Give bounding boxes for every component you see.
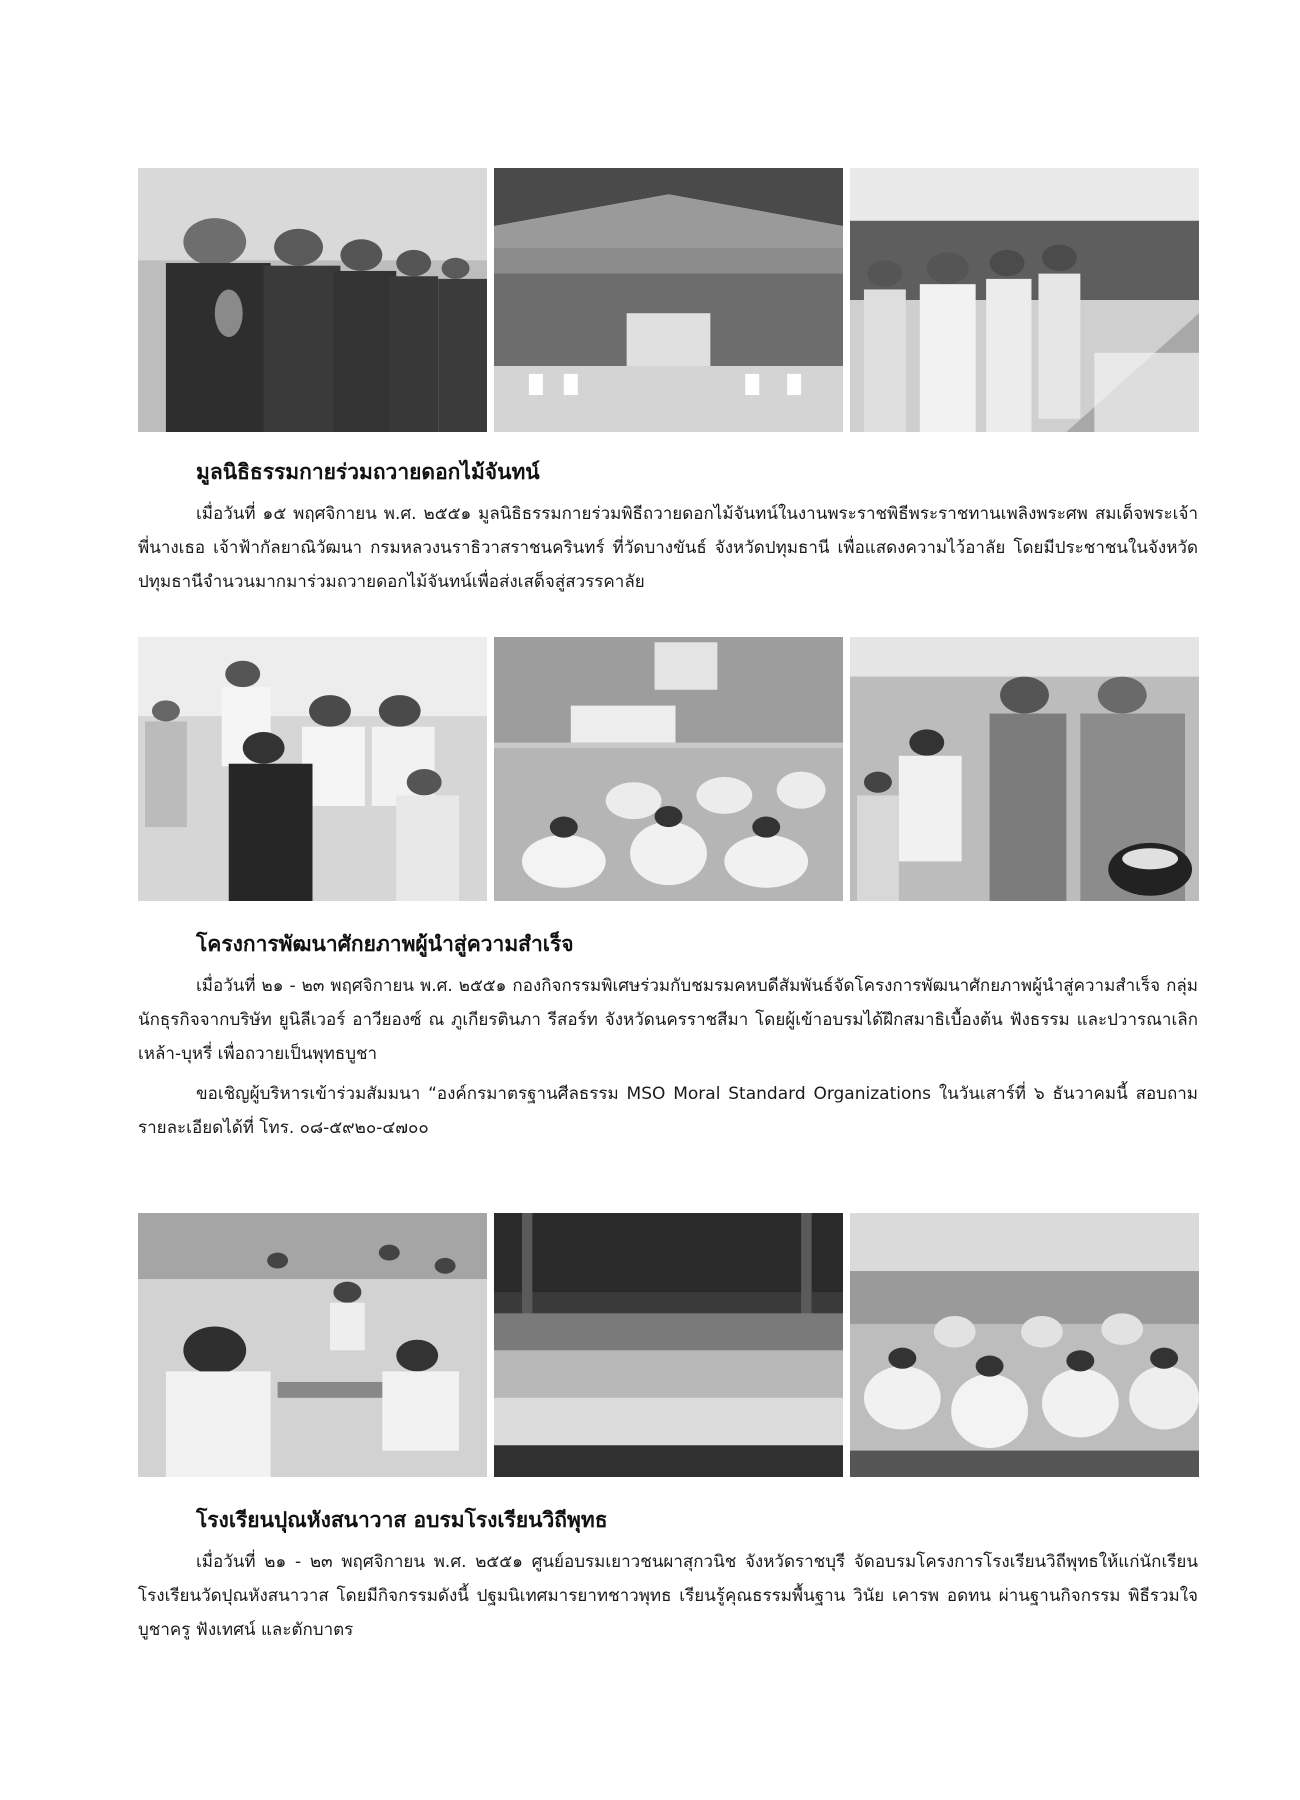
- photo-soldiers-wai: [138, 168, 487, 432]
- photo-students-activity: [138, 1213, 487, 1477]
- photo-row-1: [138, 168, 1199, 432]
- section-heading: โรงเรียนปุณหังสนาวาส อบรมโรงเรียนวิถีพุทธ: [196, 1508, 608, 1532]
- photo-crowd-hall: [494, 168, 843, 432]
- photo-meditation-wai: [138, 637, 487, 901]
- section-heading: มูลนิธิธรรมกายร่วมถวายดอกไม้จันทน์: [196, 460, 540, 484]
- section-heading: โครงการพัฒนาศักยภาพผู้นำสู่ความสำเร็จ: [196, 932, 574, 956]
- section-paragraph: เมื่อวันที่ ๒๑ - ๒๓ พฤศจิกายน พ.ศ. ๒๕๕๑ กองกิจกรรมพิเศษร่วมกับชมรมคหบดีสัมพันธ์จัดโครงการพัฒนาศักยภาพผู้นำสู่ความสำเร็จ กลุ่มนักธุรกิจจากบริษัท ยูนิลีเวอร์ อาวียองซ์ ณ ภูเกียรตินภา รีสอร์ท จังหวัดนครราชสีมา โดยผู้เข้าอบรมได้ฝึกสมาธิเบื้องต้น ฟังธรรม และปวารณาเลิกเหล้า-บุหรี่ เพื่อถวายเป็นพุทธบูชา: [138, 976, 1198, 1064]
- photo-seminar-room: [494, 637, 843, 901]
- section-3: [138, 1504, 1198, 1647]
- section-paragraph: เมื่อวันที่ ๒๑ - ๒๓ พฤศจิกายน พ.ศ. ๒๕๕๑ ศูนย์อบรมเยาวชนผาสุกวนิช จังหวัดราชบุรี จัดอบรมโครงการโรงเรียนวิถีพุทธให้แก่นักเรียนโรงเรียนวัดปุณหังสนาวาส โดยมีกิจกรรมดังนี้ ปฐมนิเทศมารยาทชาวพุทธ เรียนรู้คุณธรรมพื้นฐาน วินัย เคารพ อดทน ผ่านฐานกิจกรรม พิธีรวมใจบูชาครู ฟังเทศน์ และตักบาตร: [138, 1552, 1198, 1640]
- photo-group-night: [494, 1213, 843, 1477]
- photo-row-2: [138, 637, 1199, 901]
- section-1: [138, 456, 1198, 599]
- photo-people-procession: [850, 168, 1199, 432]
- photo-row-3: [138, 1213, 1199, 1477]
- photo-monks-alms: [850, 637, 1199, 901]
- section-paragraph: เมื่อวันที่ ๑๕ พฤศจิกายน พ.ศ. ๒๕๕๑ มูลนิธิธรรมกายร่วมพิธีถวายดอกไม้จันทน์ในงานพระราชพิธีพระราชทานเพลิงพระศพ สมเด็จพระเจ้าพี่นางเธอ เจ้าฟ้ากัลยาณิวัฒนา กรมหลวงนราธิวาสราชนครินทร์ ที่วัดบางขันธ์ จังหวัดปทุมธานี เพื่อแสดงความไว้อาลัย โดยมีประชาชนในจังหวัดปทุมธานีจำนวนมากมาร่วมถวายดอกไม้จันทน์เพื่อส่งเสด็จสู่สวรรคาลัย: [138, 504, 1198, 592]
- section-2: [138, 928, 1198, 1145]
- section-paragraph: ขอเชิญผู้บริหารเข้าร่วมสัมมนา “องค์กรมาตรฐานศีลธรรม MSO Moral Standard Organizations ในวันเสาร์ที่ ๖ ธันวาคมนี้ สอบถามรายละเอียดได้ที่ โทร. ๐๘-๕๙๒๐-๔๗๐๐: [138, 1084, 1198, 1138]
- photo-students-meditate: [850, 1213, 1199, 1477]
